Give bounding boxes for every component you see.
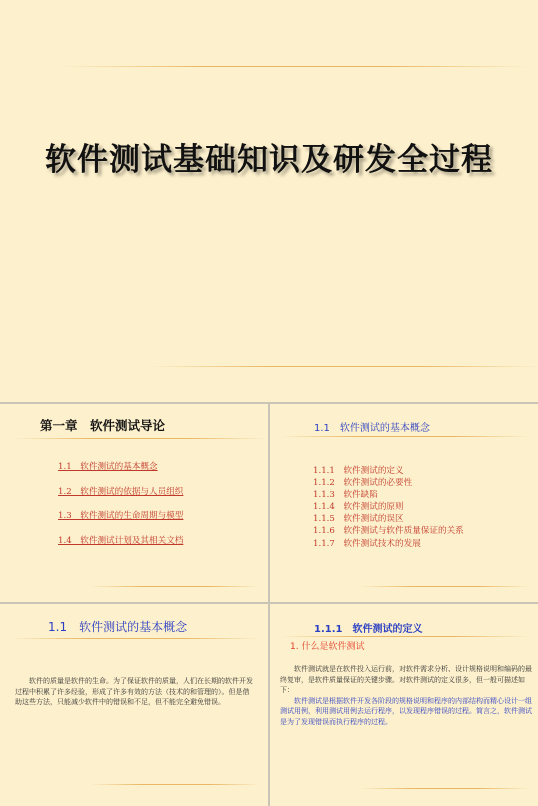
- definition-slide: [270, 604, 538, 806]
- toc-item-1-1-4: 1.1.4 软件测试的原则: [313, 502, 404, 512]
- intro-paragraph: 软件测试就是在软件投入运行前，对软件需求分析、设计规格说明和编码的最终复审，是软件质量保证的关键步骤。对软件测试的定义很多，但一般可描述如下：: [280, 665, 532, 695]
- footer-divider: [90, 784, 260, 785]
- title-slide: [0, 0, 538, 402]
- chapter-title-divider: [15, 438, 265, 439]
- section-outline-slide: [270, 404, 538, 602]
- subheading: 1. 什么是软件测试: [290, 642, 365, 652]
- section-title: 1.1 软件测试的基本概念: [314, 423, 430, 434]
- section-title-divider: [280, 436, 530, 437]
- top-divider: [60, 66, 530, 67]
- footer-divider: [90, 586, 260, 587]
- chapter-title: 第一章 软件测试导论: [40, 418, 166, 433]
- section-title-divider: [10, 638, 260, 639]
- toc-item-1-1-6: 1.1.6 软件测试与软件质量保证的关系: [313, 526, 464, 536]
- toc-link-1-3[interactable]: 1.3 软件测试的生命周期与模型: [58, 511, 184, 521]
- section-title: 1.1.1 软件测试的定义: [314, 624, 423, 635]
- toc-item-1-1-7: 1.1.7 软件测试技术的发展: [313, 539, 421, 549]
- bottom-divider: [150, 366, 538, 367]
- footer-divider: [360, 586, 530, 587]
- intro-paragraph: 软件的质量是软件的生命。为了保证软件的质量，人们在长期的软件开发过程中积累了许多经验，形成了许多有效的方法（技术的和管理的）。但是借助这些方法，只能减少软件中的错误和不足，但不能完全避免错误。: [15, 677, 253, 707]
- basic-concept-slide: [0, 604, 268, 806]
- definition-text: [280, 664, 532, 728]
- toc-link-1-1[interactable]: 1.1 软件测试的基本概念: [58, 462, 158, 472]
- toc-link-1-4[interactable]: 1.4 软件测试计划及其相关文档: [58, 536, 184, 546]
- section-title: 1.1 软件测试的基本概念: [48, 620, 188, 634]
- definition-paragraph: 软件测试是根据软件开发各阶段的规格说明和程序的内部结构而精心设计一组测试用例，利用测试用例去运行程序，以发现程序错误的过程。简言之，软件测试是为了发现错误而执行程序的过程。: [280, 696, 532, 726]
- toc-item-1-1-1: 1.1.1 软件测试的定义: [313, 466, 404, 476]
- footer-divider: [360, 788, 530, 789]
- chapter-outline-slide: [0, 404, 268, 602]
- toc-item-1-1-5: 1.1.5 软件测试的误区: [313, 514, 404, 524]
- toc-item-1-1-2: 1.1.2 软件测试的必要性: [313, 478, 413, 488]
- presentation-title: 软件测试基础知识及研发全过程: [45, 142, 493, 178]
- toc-item-1-1-3: 1.1.3 软件缺陷: [313, 490, 378, 500]
- section-title-divider: [280, 636, 530, 637]
- toc-link-1-2[interactable]: 1.2 软件测试的依据与人员组织: [58, 487, 184, 497]
